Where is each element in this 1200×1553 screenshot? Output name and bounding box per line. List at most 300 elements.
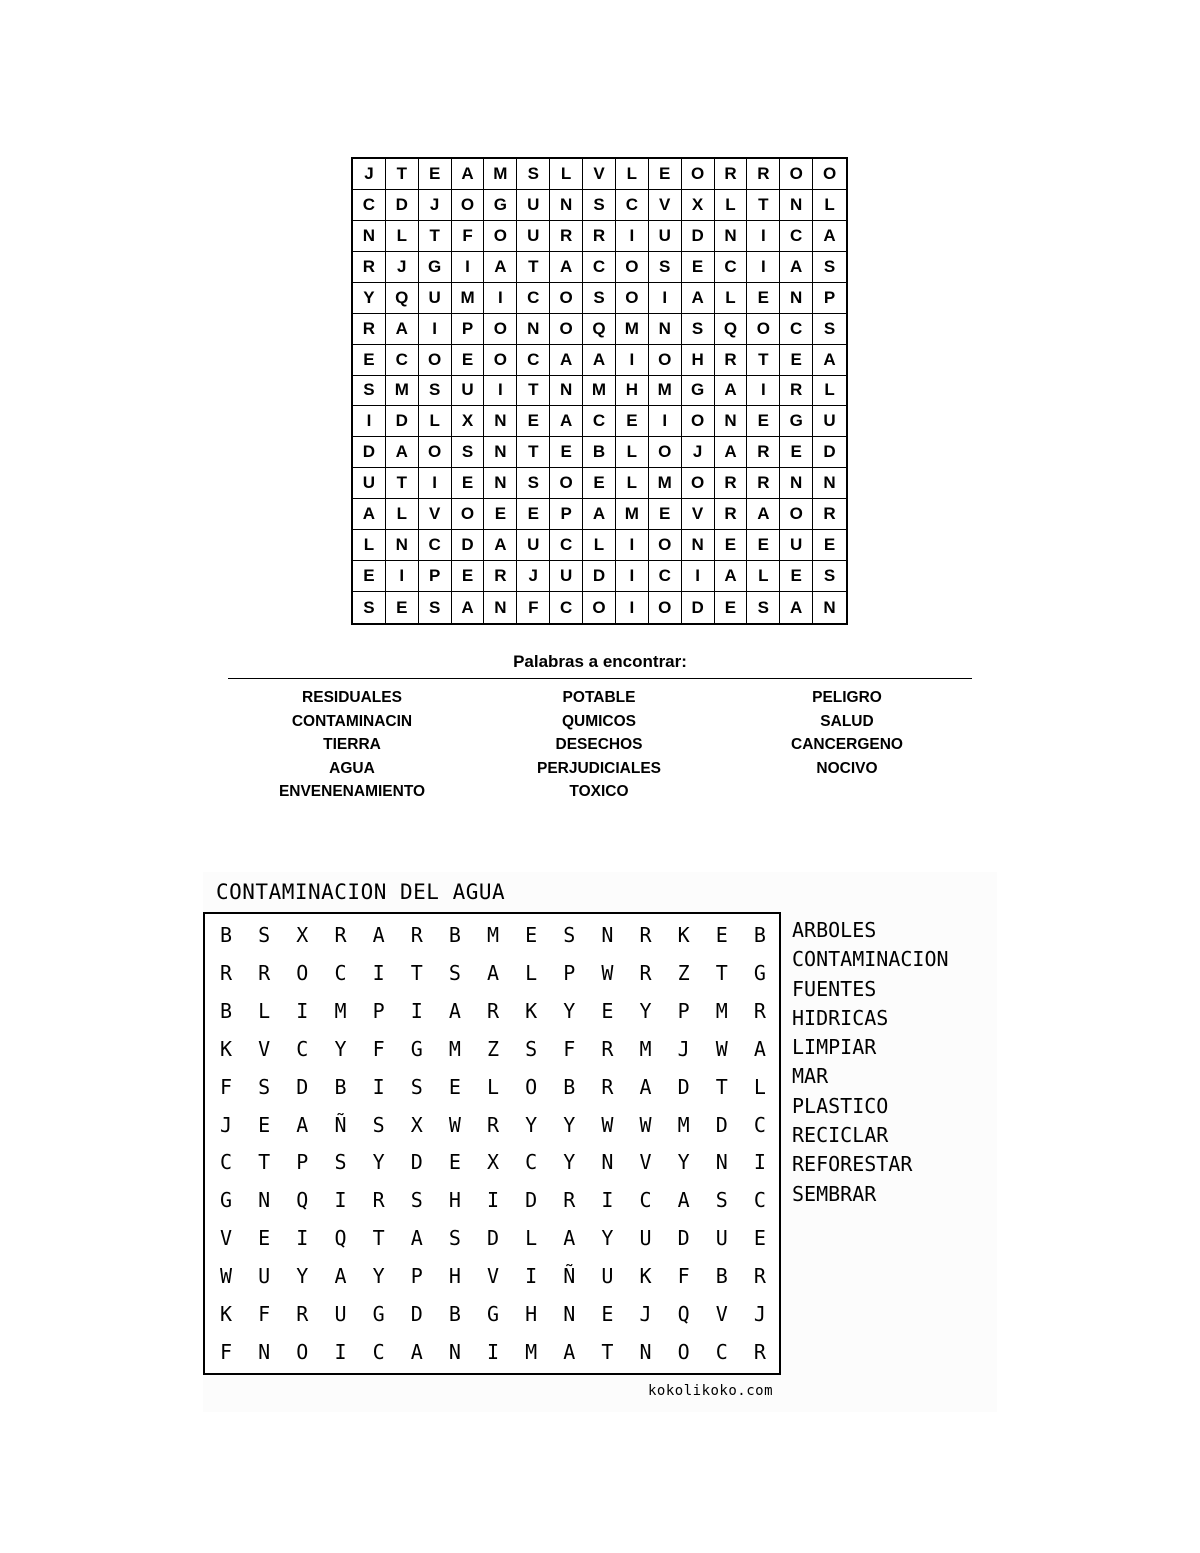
grid-cell[interactable]: N [484, 406, 517, 437]
grid-cell[interactable]: T [386, 468, 419, 499]
grid-cell[interactable]: D [813, 437, 846, 468]
grid-cell[interactable]: N [823, 597, 836, 617]
grid-cell[interactable]: A [813, 221, 846, 252]
grid-cell[interactable]: O [649, 437, 682, 468]
grid-cell[interactable]: O [682, 468, 715, 499]
grid-cell[interactable]: R [715, 345, 748, 376]
grid-cell[interactable]: L [813, 190, 846, 221]
grid-cell[interactable]: N [517, 314, 550, 345]
grid-cell[interactable]: D [715, 1112, 728, 1137]
grid-cell[interactable]: T [419, 221, 452, 252]
grid-cell[interactable]: L [525, 960, 538, 985]
grid-cell[interactable]: S [583, 190, 616, 221]
grid-cell[interactable]: M [484, 159, 517, 190]
grid-cell[interactable]: B [334, 1074, 347, 1099]
grid-cell[interactable]: C [550, 592, 583, 623]
grid-cell[interactable]: V [639, 1150, 652, 1175]
grid-cell[interactable]: F [258, 1302, 271, 1327]
grid-cell[interactable]: V [486, 1264, 500, 1289]
grid-cell[interactable]: A [563, 1226, 576, 1251]
grid-cell[interactable]: R [334, 922, 347, 947]
grid-cell[interactable]: P [452, 314, 485, 345]
grid-cell[interactable]: C [639, 1188, 652, 1213]
grid-cell[interactable]: M [649, 376, 682, 407]
grid-cell[interactable]: O [682, 159, 715, 190]
grid-cell[interactable]: T [715, 960, 728, 985]
grid-cell[interactable]: I [452, 252, 485, 283]
grid-cell[interactable]: N [601, 1150, 614, 1175]
grid-cell[interactable]: I [296, 998, 309, 1023]
grid-cell[interactable]: V [419, 499, 452, 530]
grid-cell[interactable]: C [715, 252, 748, 283]
grid-cell[interactable]: I [649, 406, 682, 437]
grid-cell[interactable]: J [639, 1302, 652, 1327]
grid-cell[interactable]: F [220, 1340, 233, 1365]
grid-cell[interactable]: Z [486, 1036, 500, 1061]
grid-cell[interactable]: A [677, 1188, 690, 1213]
grid-cell[interactable]: P [296, 1150, 309, 1175]
grid-cell[interactable]: I [353, 406, 386, 437]
grid-cell[interactable]: L [525, 1226, 538, 1251]
grid-cell[interactable]: E [715, 530, 748, 561]
grid-cell[interactable]: R [753, 998, 766, 1023]
grid-cell[interactable]: R [715, 468, 748, 499]
grid-cell[interactable]: E [780, 437, 813, 468]
grid-cell[interactable]: F [372, 1036, 385, 1061]
grid-cell[interactable]: Q [583, 314, 616, 345]
grid-cell[interactable]: O [419, 437, 452, 468]
grid-cell[interactable]: E [258, 1112, 271, 1137]
grid-cell[interactable]: B [220, 922, 233, 947]
grid-cell[interactable]: X [452, 406, 485, 437]
grid-cell[interactable]: O [649, 530, 682, 561]
grid-cell[interactable]: M [677, 1112, 690, 1137]
grid-cell[interactable]: J [220, 1112, 233, 1137]
grid-cell[interactable]: S [410, 1074, 423, 1099]
grid-cell[interactable]: G [220, 1188, 233, 1213]
grid-cell[interactable]: P [563, 960, 576, 985]
grid-cell[interactable]: O [525, 1074, 538, 1099]
grid-cell[interactable]: I [484, 376, 517, 407]
grid-cell[interactable]: C [715, 1340, 728, 1365]
grid-cell[interactable]: E [715, 592, 748, 623]
grid-cell[interactable]: E [601, 1302, 614, 1327]
grid-cell[interactable]: N [484, 468, 517, 499]
grid-cell[interactable]: D [525, 1188, 538, 1213]
grid-cell[interactable]: S [448, 1226, 461, 1251]
grid-cell[interactable]: R [753, 1340, 766, 1365]
grid-cell[interactable]: J [517, 561, 550, 592]
grid-cell[interactable]: A [486, 960, 500, 985]
grid-cell[interactable]: R [747, 437, 780, 468]
grid-cell[interactable]: E [780, 345, 813, 376]
grid-cell[interactable]: Y [525, 1112, 538, 1137]
grid-cell[interactable]: Y [601, 1226, 614, 1251]
grid-cell[interactable]: V [220, 1226, 233, 1251]
grid-cell[interactable]: R [639, 960, 652, 985]
grid-cell[interactable]: A [715, 376, 748, 407]
grid-cell[interactable]: S [419, 376, 452, 407]
grid-cell[interactable]: N [550, 190, 583, 221]
grid-cell[interactable]: B [220, 998, 233, 1023]
grid-cell[interactable]: A [386, 314, 419, 345]
grid-cell[interactable]: U [258, 1264, 271, 1289]
grid-cell[interactable]: B [583, 437, 616, 468]
grid-cell[interactable]: S [334, 1150, 347, 1175]
grid-cell[interactable]: X [296, 922, 309, 947]
grid-cell[interactable]: N [715, 221, 748, 252]
grid-cell[interactable]: W [715, 1036, 728, 1061]
grid-cell[interactable]: W [601, 1112, 614, 1137]
grid-cell[interactable]: O [813, 159, 846, 190]
grid-cell[interactable]: R [639, 922, 652, 947]
grid-cell[interactable]: S [813, 252, 846, 283]
grid-cell[interactable]: H [682, 345, 715, 376]
grid-cell[interactable]: O [296, 960, 309, 985]
grid-cell[interactable]: O [780, 499, 813, 530]
grid-cell[interactable]: W [639, 1112, 652, 1137]
grid-cell[interactable]: A [583, 345, 616, 376]
grid-cell[interactable]: D [410, 1302, 423, 1327]
grid-cell[interactable]: G [372, 1302, 385, 1327]
grid-cell[interactable]: I [747, 376, 780, 407]
grid-cell[interactable]: E [649, 159, 682, 190]
grid-cell[interactable]: S [258, 1074, 271, 1099]
grid-cell[interactable]: P [410, 1264, 423, 1289]
grid-cell[interactable]: D [682, 221, 715, 252]
grid-cell[interactable]: U [517, 530, 550, 561]
grid-cell[interactable]: G [486, 1302, 500, 1327]
grid-cell[interactable]: I [616, 221, 649, 252]
grid-cell[interactable]: I [601, 1188, 614, 1213]
grid-cell[interactable]: T [372, 1226, 385, 1251]
grid-cell[interactable]: P [419, 561, 452, 592]
grid-cell[interactable]: L [258, 998, 271, 1023]
grid-cell[interactable]: H [525, 1302, 538, 1327]
grid-cell[interactable]: R [296, 1302, 309, 1327]
grid-cell[interactable]: S [649, 252, 682, 283]
grid-cell[interactable]: G [780, 406, 813, 437]
grid-cell[interactable]: L [747, 561, 780, 592]
grid-cell[interactable]: Ñ [334, 1112, 347, 1137]
grid-cell[interactable]: N [682, 530, 715, 561]
grid-cell[interactable]: D [410, 1150, 423, 1175]
grid-cell[interactable]: A [410, 1340, 423, 1365]
grid-cell[interactable]: S [517, 468, 550, 499]
grid-cell[interactable]: L [616, 437, 649, 468]
grid-cell[interactable]: Y [296, 1264, 309, 1289]
grid-cell[interactable]: C [220, 1150, 233, 1175]
grid-cell[interactable]: G [410, 1036, 423, 1061]
grid-cell[interactable]: M [334, 998, 347, 1023]
grid-cell[interactable]: C [583, 252, 616, 283]
grid-cell[interactable]: H [448, 1264, 461, 1289]
grid-cell[interactable]: U [649, 221, 682, 252]
grid-cell[interactable]: R [747, 159, 780, 190]
grid-cell[interactable]: I [419, 468, 452, 499]
grid-cell[interactable]: S [372, 1112, 385, 1137]
grid-cell[interactable]: K [525, 998, 538, 1023]
grid-cell[interactable]: E [616, 406, 649, 437]
grid-cell[interactable]: E [753, 1226, 766, 1251]
grid-cell[interactable]: E [258, 1226, 271, 1251]
grid-cell[interactable]: Ñ [563, 1264, 576, 1289]
grid-cell[interactable]: Q [334, 1226, 347, 1251]
grid-cell[interactable]: D [386, 190, 419, 221]
grid-cell[interactable]: I [296, 1226, 309, 1251]
grid-cell[interactable]: C [334, 960, 347, 985]
grid-cell[interactable]: K [677, 922, 690, 947]
grid-cell[interactable]: V [682, 499, 715, 530]
grid-cell[interactable]: E [813, 530, 846, 561]
grid-cell[interactable]: R [813, 499, 846, 530]
grid-cell[interactable]: I [484, 283, 517, 314]
grid-cell[interactable]: M [452, 283, 485, 314]
grid-cell[interactable]: E [517, 499, 550, 530]
grid-cell[interactable]: I [386, 561, 419, 592]
grid-cell[interactable]: T [601, 1340, 614, 1365]
grid-cell[interactable]: O [677, 1340, 690, 1365]
grid-cell[interactable]: L [583, 530, 616, 561]
grid-cell[interactable]: R [601, 1074, 614, 1099]
grid-cell[interactable]: Y [563, 1150, 576, 1175]
grid-cell[interactable]: C [753, 1112, 766, 1137]
grid-cell[interactable]: U [452, 376, 485, 407]
grid-cell[interactable]: Z [677, 960, 690, 985]
grid-cell[interactable]: O [747, 314, 780, 345]
grid-cell[interactable]: O [452, 499, 485, 530]
grid-cell[interactable]: L [486, 1074, 500, 1099]
grid-cell[interactable]: J [682, 437, 715, 468]
grid-cell[interactable]: S [353, 376, 386, 407]
grid-cell[interactable]: C [753, 1188, 766, 1213]
grid-cell[interactable]: F [517, 592, 550, 623]
grid-cell[interactable]: U [353, 468, 386, 499]
grid-cell[interactable]: E [386, 592, 419, 623]
grid-cell[interactable]: S [563, 922, 576, 947]
grid-cell[interactable]: N [780, 468, 813, 499]
grid-cell[interactable]: E [419, 159, 452, 190]
grid-cell[interactable]: U [550, 561, 583, 592]
grid-cell[interactable]: C [372, 1340, 385, 1365]
grid-cell[interactable]: M [386, 376, 419, 407]
grid-cell[interactable]: H [448, 1188, 461, 1213]
grid-cell[interactable]: I [682, 561, 715, 592]
grid-cell[interactable]: G [682, 376, 715, 407]
grid-cell[interactable]: U [517, 221, 550, 252]
grid-cell[interactable]: N [563, 1302, 576, 1327]
grid-cell[interactable]: L [550, 159, 583, 190]
grid-cell[interactable]: P [372, 998, 385, 1023]
grid-cell[interactable]: V [258, 1036, 271, 1061]
grid-cell[interactable]: O [616, 252, 649, 283]
grid-cell[interactable]: R [410, 922, 423, 947]
grid-cell[interactable]: A [780, 252, 813, 283]
grid-cell[interactable]: T [386, 159, 419, 190]
grid-cell[interactable]: L [813, 376, 846, 407]
grid-cell[interactable]: N [780, 190, 813, 221]
grid-cell[interactable]: M [639, 1036, 652, 1061]
grid-cell[interactable]: R [753, 1264, 766, 1289]
grid-cell[interactable]: E [448, 1150, 461, 1175]
grid-cell[interactable]: N [601, 922, 614, 947]
grid-cell[interactable]: L [419, 406, 452, 437]
grid-cell[interactable]: A [448, 998, 461, 1023]
grid-cell[interactable]: U [780, 530, 813, 561]
grid-cell[interactable]: O [649, 345, 682, 376]
grid-cell[interactable]: L [616, 159, 649, 190]
grid-cell[interactable]: D [677, 1074, 690, 1099]
grid-cell[interactable]: S [353, 592, 386, 623]
grid-cell[interactable]: Q [386, 283, 419, 314]
grid-cell[interactable]: I [616, 530, 649, 561]
grid-cell[interactable]: O [649, 592, 682, 623]
grid-cell[interactable]: I [649, 283, 682, 314]
grid-cell[interactable]: P [813, 283, 846, 314]
grid-cell[interactable]: C [386, 345, 419, 376]
grid-cell[interactable]: I [372, 1074, 385, 1099]
grid-cell[interactable]: A [550, 345, 583, 376]
grid-cell[interactable]: S [517, 159, 550, 190]
grid-cell[interactable]: N [484, 592, 517, 623]
grid-cell[interactable]: M [448, 1036, 461, 1061]
grid-cell[interactable]: R [601, 1036, 614, 1061]
grid-cell[interactable]: T [517, 376, 550, 407]
grid-cell[interactable]: F [452, 221, 485, 252]
grid-cell[interactable]: O [583, 592, 616, 623]
grid-cell[interactable]: A [715, 437, 748, 468]
grid-cell[interactable]: G [484, 190, 517, 221]
grid-cell[interactable]: O [484, 345, 517, 376]
grid-cell[interactable]: C [550, 530, 583, 561]
grid-cell[interactable]: C [419, 530, 452, 561]
grid-cell[interactable]: A [334, 1264, 347, 1289]
grid-cell[interactable]: N [258, 1340, 271, 1365]
grid-cell[interactable]: E [682, 252, 715, 283]
grid-cell[interactable]: E [583, 468, 616, 499]
grid-cell[interactable]: E [780, 561, 813, 592]
grid-cell[interactable]: J [419, 190, 452, 221]
grid-cell[interactable]: T [715, 1074, 728, 1099]
grid-cell[interactable]: N [448, 1340, 461, 1365]
grid-cell[interactable]: S [448, 960, 461, 985]
grid-cell[interactable]: R [747, 468, 780, 499]
grid-cell[interactable]: S [813, 561, 846, 592]
grid-cell[interactable]: X [486, 1150, 500, 1175]
grid-cell[interactable]: F [563, 1036, 576, 1061]
grid-cell[interactable]: O [682, 406, 715, 437]
grid-cell[interactable]: L [386, 221, 419, 252]
grid-cell[interactable]: N [649, 314, 682, 345]
grid-cell[interactable]: N [258, 1188, 271, 1213]
grid-cell[interactable]: T [747, 190, 780, 221]
grid-cell[interactable]: W [601, 960, 614, 985]
grid-cell[interactable]: D [682, 592, 715, 623]
grid-cell[interactable]: E [601, 998, 614, 1023]
grid-cell[interactable]: N [715, 406, 748, 437]
grid-cell[interactable]: O [616, 283, 649, 314]
grid-cell[interactable]: N [639, 1340, 652, 1365]
grid-cell[interactable]: I [753, 1150, 766, 1175]
grid-cell[interactable]: L [386, 499, 419, 530]
grid-cell[interactable]: A [780, 592, 813, 623]
grid-cell[interactable]: F [677, 1264, 690, 1289]
grid-cell[interactable]: S [583, 283, 616, 314]
grid-cell[interactable]: C [296, 1036, 309, 1061]
grid-cell[interactable]: T [517, 252, 550, 283]
grid-cell[interactable]: R [486, 998, 500, 1023]
grid-cell[interactable]: E [550, 437, 583, 468]
grid-cell[interactable]: C [517, 345, 550, 376]
grid-cell[interactable]: A [410, 1226, 423, 1251]
grid-cell[interactable]: C [649, 561, 682, 592]
grid-cell[interactable]: I [747, 221, 780, 252]
grid-cell[interactable]: N [715, 1150, 728, 1175]
grid-cell[interactable]: S [682, 314, 715, 345]
grid-cell[interactable]: D [486, 1226, 500, 1251]
grid-cell[interactable]: Y [372, 1150, 385, 1175]
grid-cell[interactable]: J [753, 1302, 766, 1327]
grid-cell[interactable]: B [448, 922, 461, 947]
grid-cell[interactable]: A [813, 345, 846, 376]
grid-cell[interactable]: Y [677, 1150, 690, 1175]
grid-cell[interactable]: C [517, 283, 550, 314]
grid-cell[interactable]: R [550, 221, 583, 252]
grid-cell[interactable]: W [448, 1112, 461, 1137]
grid-cell[interactable]: R [353, 314, 386, 345]
grid-cell[interactable]: V [649, 190, 682, 221]
grid-cell[interactable]: S [410, 1188, 423, 1213]
grid-cell[interactable]: O [780, 159, 813, 190]
grid-cell[interactable]: E [448, 1074, 461, 1099]
grid-cell[interactable]: A [484, 252, 517, 283]
grid-cell[interactable]: D [677, 1226, 690, 1251]
grid-cell[interactable]: O [419, 345, 452, 376]
grid-cell[interactable]: K [639, 1264, 652, 1289]
grid-cell[interactable]: R [353, 252, 386, 283]
grid-cell[interactable]: A [353, 499, 386, 530]
grid-cell[interactable]: E [747, 283, 780, 314]
grid-cell[interactable]: M [715, 998, 728, 1023]
grid-cell[interactable]: A [682, 283, 715, 314]
grid-cell[interactable]: R [486, 1112, 500, 1137]
grid-cell[interactable]: A [296, 1112, 309, 1137]
grid-cell[interactable]: X [410, 1112, 423, 1137]
grid-cell[interactable]: B [715, 1264, 728, 1289]
grid-cell[interactable]: I [410, 998, 423, 1023]
grid-cell[interactable]: K [220, 1036, 233, 1061]
grid-cell[interactable]: O [550, 314, 583, 345]
grid-cell[interactable]: M [525, 1340, 538, 1365]
grid-cell[interactable]: B [448, 1302, 461, 1327]
grid-cell[interactable]: K [220, 1302, 233, 1327]
grid-cell[interactable]: I [525, 1264, 538, 1289]
grid-cell[interactable]: O [296, 1340, 309, 1365]
grid-cell[interactable]: V [583, 159, 616, 190]
grid-cell[interactable]: G [419, 252, 452, 283]
grid-cell[interactable]: N [780, 283, 813, 314]
grid-cell[interactable]: O [550, 283, 583, 314]
grid-cell[interactable]: S [747, 592, 780, 623]
grid-cell[interactable]: E [353, 345, 386, 376]
grid-cell[interactable]: Y [639, 998, 652, 1023]
grid-cell[interactable]: F [220, 1074, 233, 1099]
grid-cell[interactable]: P [550, 499, 583, 530]
grid-cell[interactable]: S [419, 592, 452, 623]
grid-cell[interactable]: U [517, 190, 550, 221]
grid-cell[interactable]: A [563, 1340, 576, 1365]
grid-cell[interactable]: R [258, 960, 271, 985]
